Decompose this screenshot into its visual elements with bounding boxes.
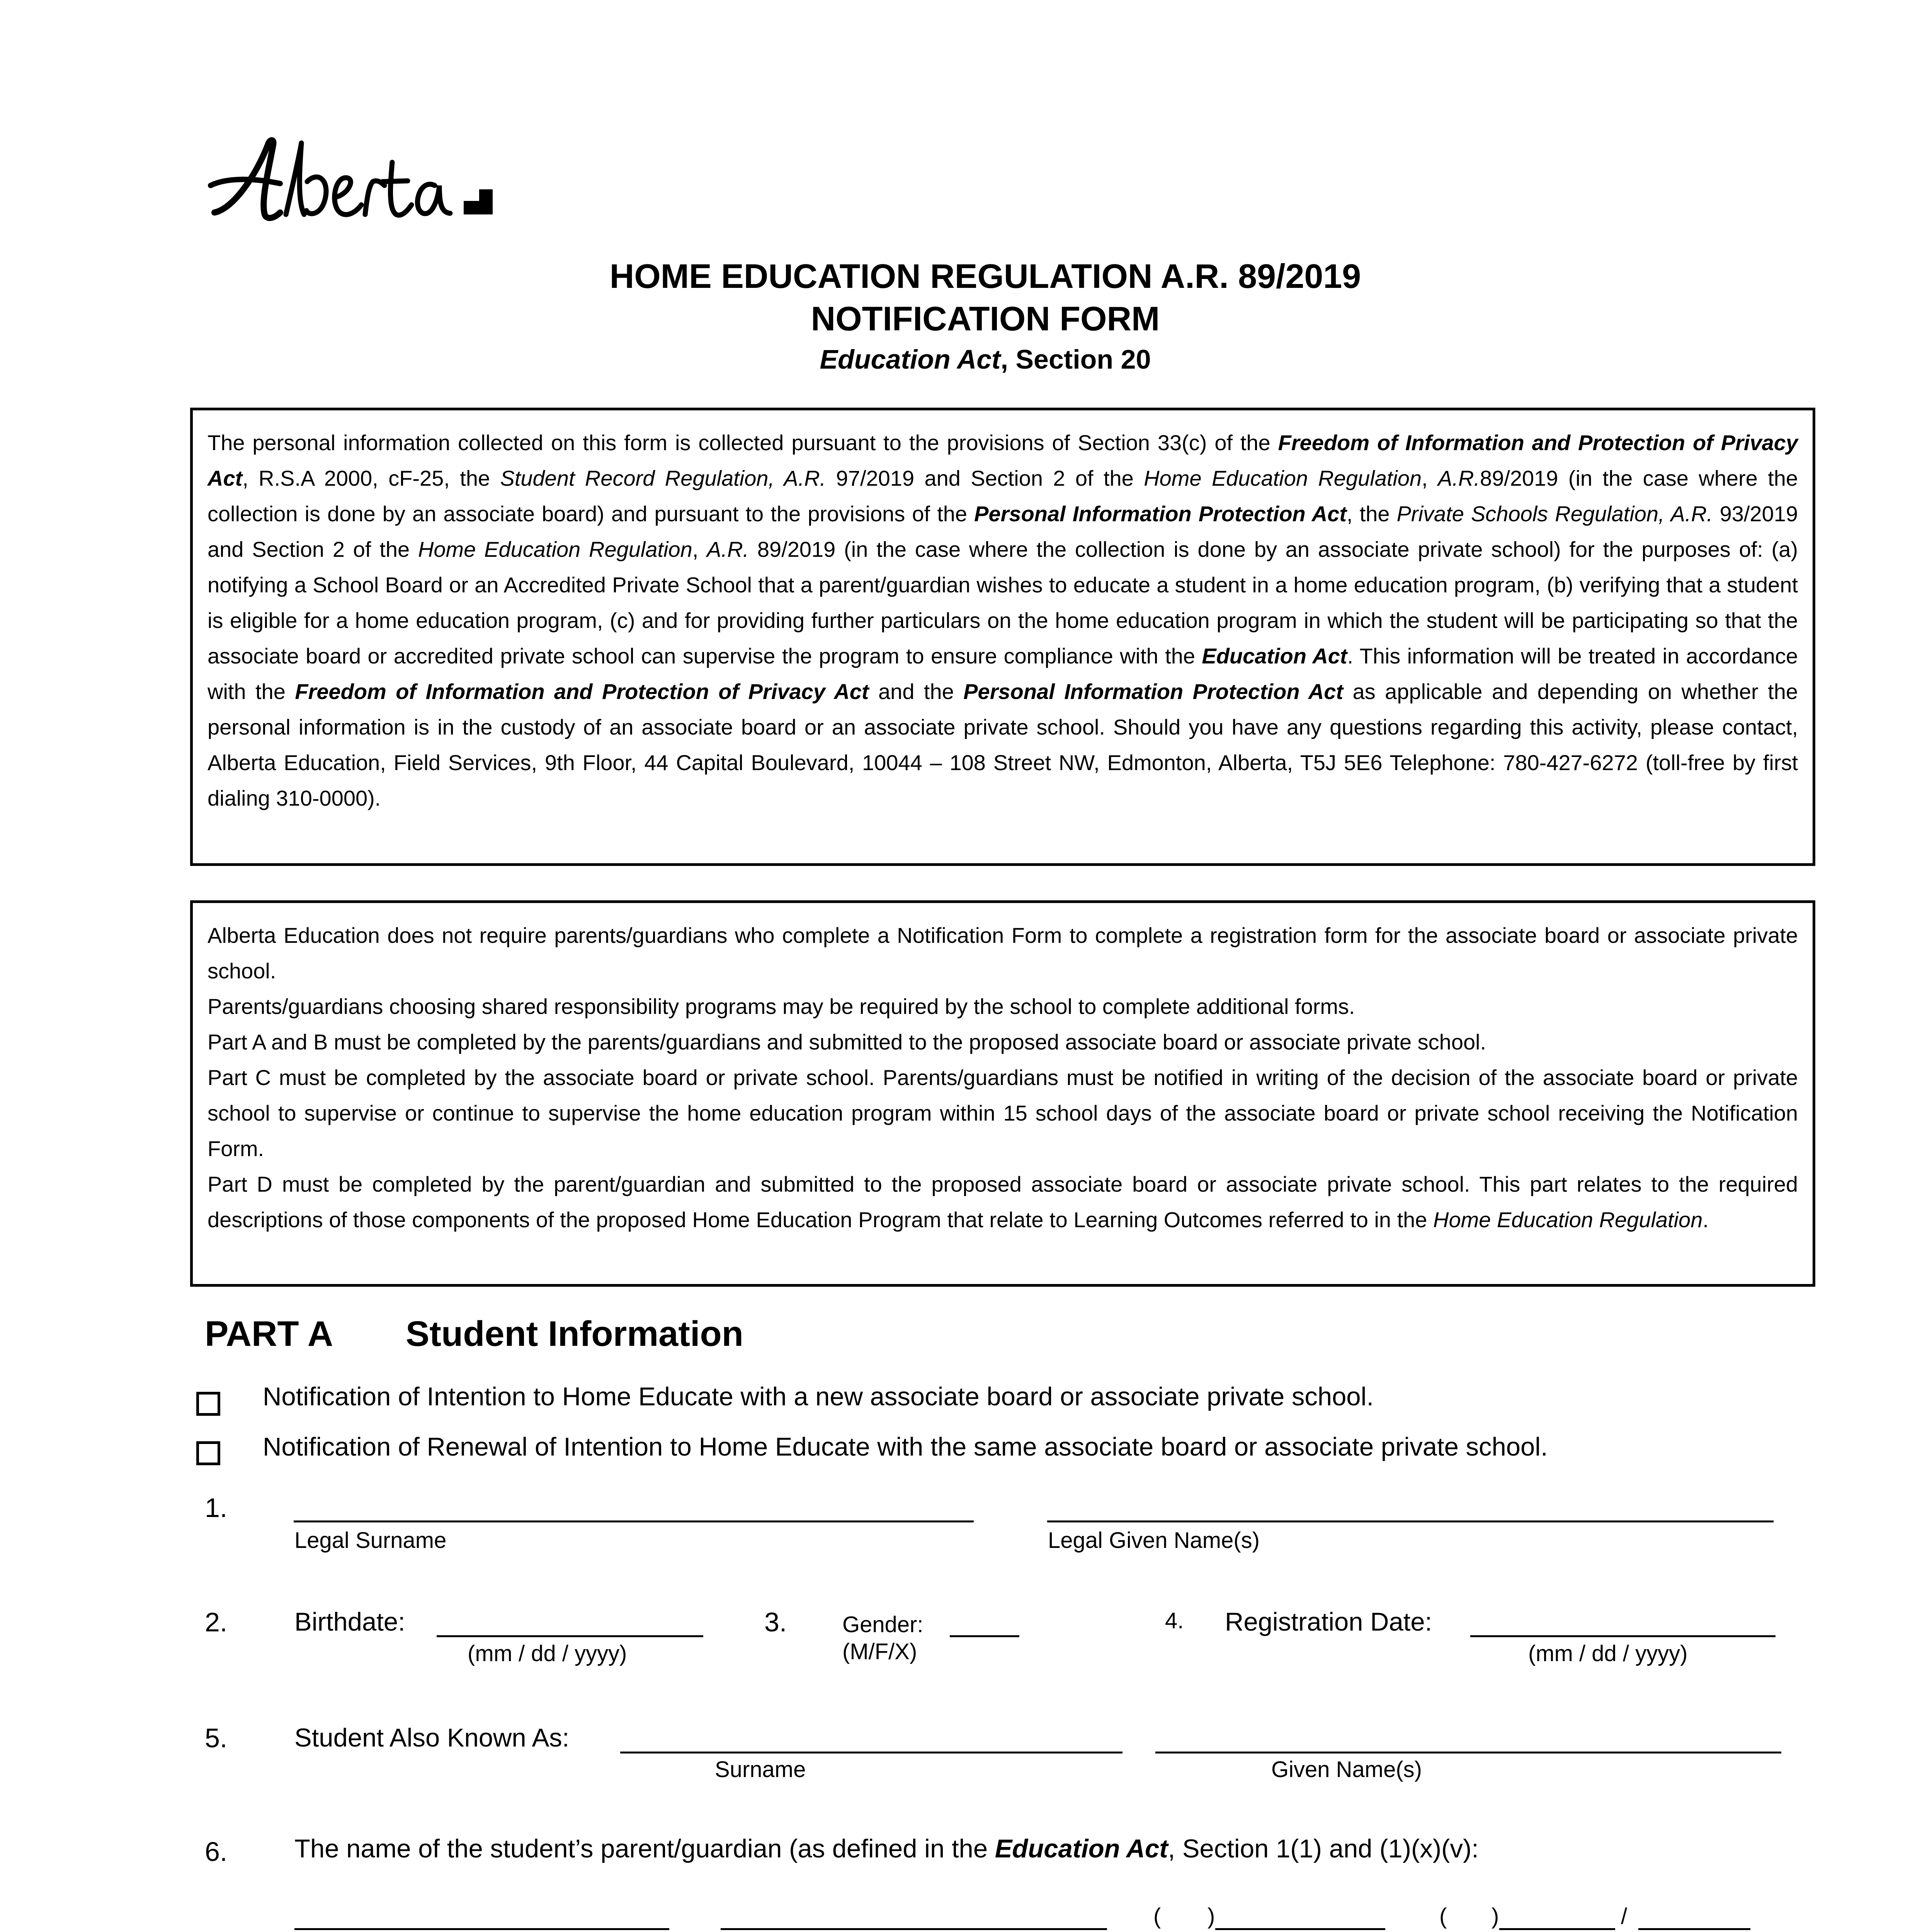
- aka-given-names-input[interactable]: [1155, 1752, 1781, 1753]
- pg1-first-name-input[interactable]: [721, 1928, 1107, 1930]
- part-a-label: PART A: [205, 1314, 333, 1354]
- q1-number: 1.: [205, 1493, 228, 1523]
- gender-options: (M/F/X): [842, 1639, 917, 1664]
- privacy-notice-text: The personal information collected on this form is collected pursuant to the provisions of Section 33(c) of the Freedom of Information and Protection of Privacy Act, R.S.A 2000, cF-25, the Student Record Regulation, A.R. 97/2019 and Section 2 of the Home Education Regulation, A.R.89/2019 (in the case where the collection is done by an associate board) and pursuant to the provisions of the Personal Information Protection Act, the Private Schools Regulation, A.R. 93/2019 and Section 2 of the Home Education Regulation, A.R. 89/2019 (in the case where the collection is done by an associate private school) for the purposes of: (a) notifying a School Board or an Accredited Private School that a parent/guardian wishes to educate a student in a home education program, (b) verifying that a student is eligible for a home education program, (c) and for providing further particulars on the home education program in which the student will be participating so that the associate board or accredited private school can supervise the program to ensure compliance with the Education Act. This information will be treated in accordance with the Freedom of Information and Protection of Privacy Act and the Personal Information Protection Act as applicable and depending on whether the personal information is in the custody of an associate board or an associate private school. Should you have any questions regarding this activity, please contact, Alberta Education, Field Services, 9th Floor, 44 Capital Boulevard, 10044 – 108 Street NW, Edmonton, Alberta, T5J 5E6 Telephone: 780-427-6272 (toll-free by first dialing 310-0000).: [207, 430, 1798, 810]
- new-notification-checkbox[interactable]: [196, 1392, 220, 1416]
- pg1-home-phone-input[interactable]: [1215, 1928, 1385, 1930]
- q4-number: 4.: [1165, 1608, 1184, 1633]
- pg1-work-slash: /: [1621, 1904, 1628, 1929]
- privacy-notice-box: [190, 408, 1815, 866]
- form-subtitle: [0, 344, 1932, 375]
- instruction-p5: Part D must be completed by the parent/guardian and submitted to the proposed associate board or associate private school. This part relates to the required descriptions of those components of the proposed Home Education Program that relate to Learning Outcomes referred to in the Home Education Regulation.: [207, 1172, 1798, 1232]
- registration-date-label: Registration Date:: [1225, 1607, 1432, 1636]
- legal-surname-label: Legal Surname: [294, 1528, 447, 1553]
- act-name: Education Act: [820, 344, 1001, 374]
- pg1-home-paren-close: ): [1208, 1904, 1215, 1929]
- pg1-work-input[interactable]: [1499, 1928, 1615, 1930]
- renewal-notification-checkbox[interactable]: [196, 1441, 220, 1465]
- part-a-title: Student Information: [406, 1314, 743, 1354]
- legal-surname-input[interactable]: [294, 1520, 974, 1522]
- form-title-line1: HOME EDUCATION REGULATION A.R. 89/2019: [609, 257, 1361, 295]
- pg1-last-name-input[interactable]: [294, 1928, 669, 1930]
- birthdate-format: (mm / dd / yyyy): [468, 1641, 627, 1666]
- registration-date-input[interactable]: [1470, 1635, 1776, 1637]
- registration-date-format: (mm / dd / yyyy): [1528, 1641, 1688, 1666]
- instruction-p2: Parents/guardians choosing shared responsibility programs may be required by the school to complete additional forms.: [207, 994, 1355, 1019]
- aka-surname-input[interactable]: [620, 1752, 1122, 1753]
- instruction-p4: Part C must be completed by the associate board or private school. Parents/guardians must be notified in writing of the decision of the associate board or private school to supervise or continue to supervise the home education program within 15 school days of the associate board or private school receiving the Notification Form.: [207, 1065, 1798, 1161]
- birthdate-label: Birthdate:: [294, 1607, 405, 1636]
- new-notification-label: Notification of Intention to Home Educate with a new associate board or associate private school.: [263, 1382, 1374, 1411]
- parent-guardian-question: The name of the student’s parent/guardian (as defined in the Education Act, Section 1(1) and (1)(x)(v):: [294, 1834, 1479, 1863]
- q2-number: 2.: [205, 1607, 228, 1637]
- instruction-p1: Alberta Education does not require parents/guardians who complete a Notification Form to complete a registration form for the associate board or associate private school.: [207, 923, 1798, 983]
- aka-label: Student Also Known As:: [294, 1723, 570, 1752]
- instruction-p3: Part A and B must be completed by the parents/guardians and submitted to the proposed associate board or associate private school.: [207, 1030, 1486, 1054]
- q6-number: 6.: [205, 1837, 228, 1867]
- form-title-line2: NOTIFICATION FORM: [811, 299, 1160, 338]
- legal-given-names-label: Legal Given Name(s): [1048, 1528, 1260, 1553]
- renewal-notification-label: Notification of Renewal of Intention to Home Educate with the same associate board or associate private school.: [263, 1432, 1548, 1461]
- gender-input[interactable]: [950, 1635, 1019, 1637]
- pg1-work-paren-open: (: [1439, 1904, 1447, 1929]
- pg1-work-paren-close: ): [1492, 1904, 1499, 1929]
- aka-given-names-label: Given Name(s): [1271, 1757, 1422, 1782]
- act-section: , Section 20: [1000, 344, 1151, 374]
- pg1-home-paren-open: (: [1153, 1904, 1161, 1929]
- alberta-logo: [203, 128, 520, 240]
- birthdate-input[interactable]: [437, 1635, 703, 1637]
- gender-label: Gender:: [842, 1612, 923, 1637]
- instructions-box: [190, 900, 1815, 1287]
- q5-number: 5.: [205, 1723, 228, 1753]
- pg1-fax-input[interactable]: [1638, 1928, 1750, 1930]
- aka-surname-label: Surname: [715, 1757, 806, 1782]
- legal-given-names-input[interactable]: [1047, 1520, 1774, 1522]
- q3-number: 3.: [764, 1607, 787, 1637]
